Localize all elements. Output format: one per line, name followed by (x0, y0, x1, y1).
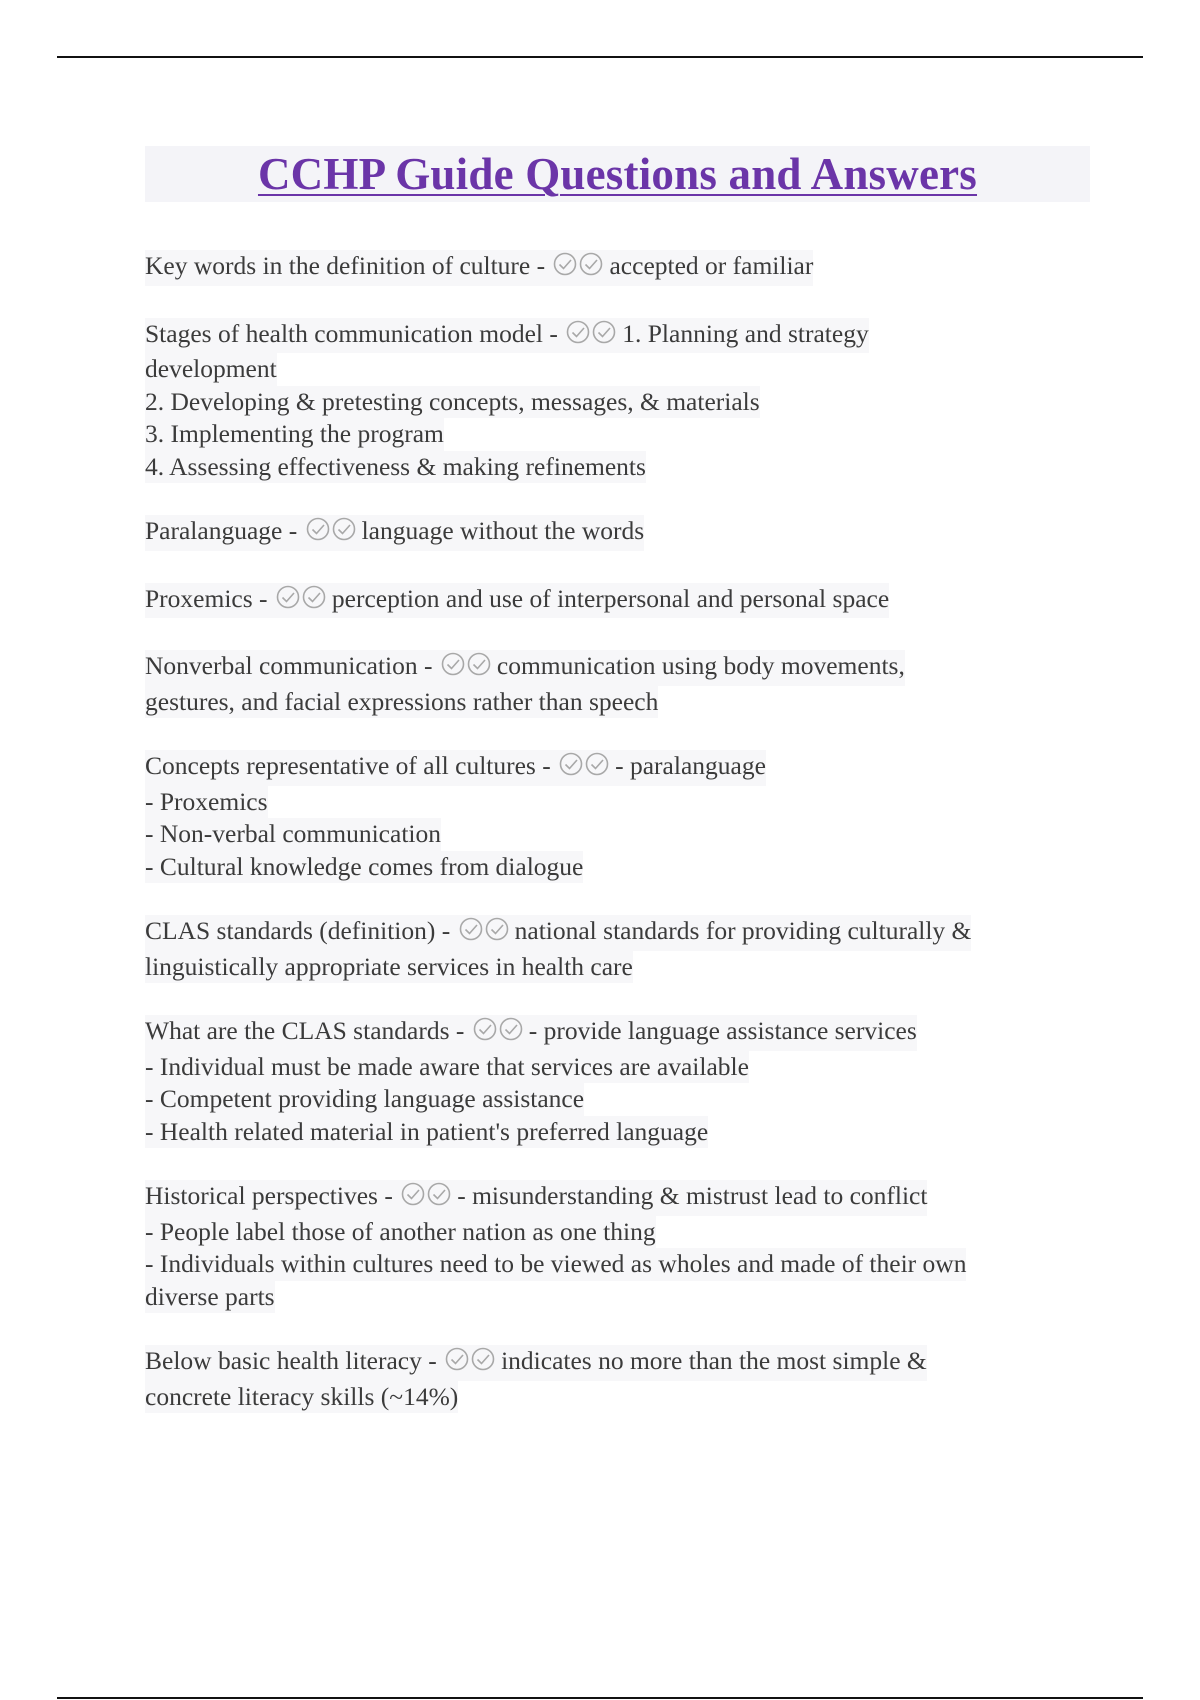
qa-list (145, 250, 1090, 1445)
double-check-icon (566, 319, 618, 354)
qa-answer-text: language without the words (361, 516, 645, 545)
double-check-icon (306, 516, 358, 551)
qa-answer-text: - Individual must be made aware that services are available (145, 1051, 749, 1081)
qa-answer-text: 3. Implementing the program (145, 419, 444, 448)
qa-first-line (145, 915, 971, 951)
qa-answer-text: perception and use of interpersonal and personal space (331, 583, 890, 613)
qa-first-line (145, 1015, 917, 1051)
qa-answer-line (145, 418, 444, 451)
qa-answer-text: 4. Assessing effectiveness & making refinements (145, 451, 646, 481)
qa-answer-text: linguistically appropriate services in health care (145, 951, 633, 981)
qa-term: Key words in the definition of culture - (145, 251, 546, 280)
qa-first-line (145, 650, 905, 686)
qa-entry (145, 650, 1090, 718)
qa-answer-text: national standards for providing culturally & (514, 916, 972, 945)
qa-first-line (145, 750, 766, 786)
qa-term: Concepts representative of all cultures - (145, 751, 551, 780)
qa-answer-text: - Health related material in patient's preferred language (145, 1116, 709, 1146)
qa-answer-line (145, 1116, 708, 1149)
qa-term: CLAS standards (definition) - (145, 916, 451, 945)
document-title: CCHP Guide Questions and Answers (257, 149, 978, 199)
qa-entry (145, 1345, 1090, 1413)
qa-answer-line (145, 386, 760, 419)
qa-term: Below basic health literacy - (145, 1346, 437, 1375)
qa-answer-text: 2. Developing & pretesting concepts, messages, & materials (145, 386, 760, 416)
double-check-icon (473, 1016, 525, 1051)
qa-entry (145, 318, 1090, 484)
title-banner (145, 146, 1090, 202)
qa-entry (145, 583, 1090, 619)
qa-first-line (145, 250, 813, 286)
double-check-icon (401, 1181, 453, 1216)
qa-answer-text: - Proxemics (145, 786, 268, 816)
qa-first-line (145, 515, 644, 551)
qa-answer-text: accepted or familiar (609, 251, 814, 280)
qa-answer-text: indicates no more than the most simple & (501, 1346, 927, 1375)
qa-answer-line (145, 786, 268, 819)
qa-answer-text: - Non-verbal communication (145, 819, 441, 848)
double-check-icon (553, 251, 605, 286)
qa-answer-text: communication using body movements, (496, 651, 905, 680)
qa-answer-line (145, 1051, 749, 1084)
qa-answer-text: concrete literacy skills (~14%) (145, 1381, 459, 1411)
qa-answer-line (145, 818, 441, 851)
double-check-icon (459, 916, 511, 951)
qa-first-line (145, 1345, 927, 1381)
double-check-icon (441, 651, 493, 686)
page-top-rule (57, 56, 1143, 58)
qa-answer-text: - Individuals within cultures need to be viewed as wholes and made of their own (145, 1249, 967, 1278)
qa-entry (145, 915, 1090, 983)
qa-term: Historical perspectives - (145, 1181, 393, 1210)
qa-entry (145, 1180, 1090, 1313)
qa-first-line (145, 318, 869, 354)
qa-answer-text: 1. Planning and strategy (622, 318, 869, 348)
qa-answer-text: diverse parts (145, 1281, 275, 1311)
qa-answer-line (145, 1216, 656, 1249)
qa-answer-line (145, 686, 658, 719)
qa-entry (145, 515, 1090, 551)
qa-answer-text: - misunderstanding & mistrust lead to conflict (457, 1181, 928, 1210)
page-bottom-rule (57, 1697, 1143, 1699)
qa-entry (145, 1015, 1090, 1148)
qa-answer-text: - Cultural knowledge comes from dialogue (145, 851, 584, 881)
qa-answer-line (145, 451, 646, 484)
qa-answer-line (145, 1083, 584, 1116)
double-check-icon (445, 1346, 497, 1381)
qa-answer-text: gestures, and facial expressions rather than speech (145, 686, 659, 716)
double-check-icon (559, 751, 611, 786)
qa-term: Paralanguage - (145, 516, 298, 545)
qa-first-line (145, 1180, 927, 1216)
qa-term: Nonverbal communication - (145, 651, 433, 680)
qa-answer-line (145, 1281, 275, 1314)
qa-answer-line (145, 851, 583, 884)
qa-answer-text: development (145, 354, 277, 383)
double-check-icon (276, 584, 328, 619)
qa-answer-text: - People label those of another nation as one thing (145, 1216, 656, 1246)
qa-term: What are the CLAS standards - (145, 1016, 465, 1045)
qa-answer-text: - paralanguage (615, 751, 766, 780)
qa-term: Proxemics - (145, 583, 268, 613)
qa-answer-line (145, 1248, 966, 1281)
qa-answer-line (145, 1381, 458, 1414)
qa-entry (145, 750, 1090, 883)
qa-term: Stages of health communication model - (145, 318, 558, 348)
qa-answer-text: - provide language assistance services (528, 1016, 917, 1045)
qa-answer-text: - Competent providing language assistance (145, 1084, 585, 1113)
qa-answer-line (145, 951, 633, 984)
qa-answer-line (145, 353, 277, 386)
qa-first-line (145, 583, 889, 619)
qa-entry (145, 250, 1090, 286)
